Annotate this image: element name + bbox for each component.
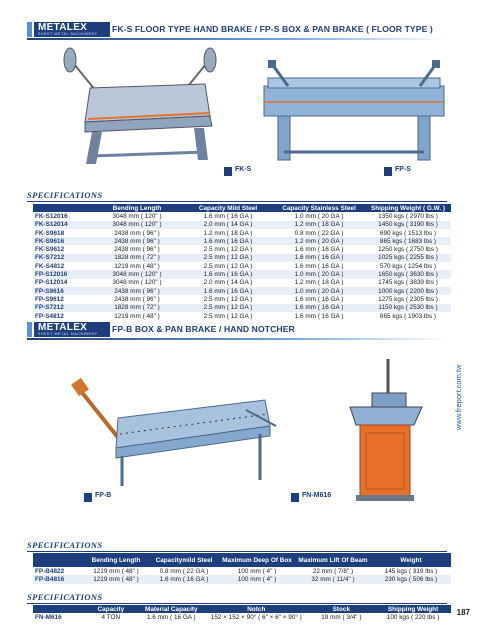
value-cell: 1219 mm ( 48" ) (83, 567, 149, 575)
model-cell: FP-S4812 (33, 312, 91, 320)
value-cell: 100 mm ( 4" ) (219, 575, 295, 583)
logo-stripe (27, 22, 32, 37)
table-row (33, 567, 451, 575)
model-cell: FP-B4822 (33, 567, 83, 575)
value-cell: 100 kgs ( 220 lbs ) (375, 613, 451, 621)
model-cell: FK-S9616 (33, 237, 91, 245)
value-cell: 690 kgs ( 1513 lbs ) (365, 229, 451, 237)
model-cell: FK-S4812 (33, 262, 91, 270)
value-cell: 1.6 mm ( 16 GA ) (183, 237, 273, 245)
value-cell: 100 mm ( 4" ) (219, 567, 295, 575)
value-cell: 2438 mm ( 96" ) (91, 245, 183, 253)
header-rule (27, 338, 447, 340)
model-cell: FP-S9612 (33, 295, 91, 303)
table-row (33, 212, 451, 220)
value-cell: 1000 kgs ( 2200 lbs ) (365, 287, 451, 295)
value-cell: 570 kgs ( 1254 lbs ) (365, 262, 451, 270)
col-material-capacity: Material Capacity (137, 605, 205, 613)
table-row (33, 279, 451, 287)
value-cell: 865 kgs ( 1903 lbs ) (365, 312, 451, 320)
value-cell: 3048 mm ( 120" ) (91, 221, 183, 229)
col-capacity-mild: Capacitymild Steel (149, 553, 219, 567)
table-row (33, 575, 451, 583)
model-cell: FK-S12016 (33, 212, 91, 220)
spec-table-1 (33, 204, 451, 320)
table-row (33, 295, 451, 303)
value-cell: 2438 mm ( 96" ) (91, 295, 183, 303)
value-cell: 1.0 mm ( 20 GA ) (273, 270, 365, 278)
spec-heading-3: SPECIFICATIONS (27, 592, 103, 602)
spec-rule-1 (27, 201, 447, 202)
value-cell: 1828 mm ( 72" ) (91, 304, 183, 312)
value-cell: 1219 mm ( 48" ) (83, 575, 149, 583)
value-cell: 2.5 mm ( 12 GA ) (183, 312, 273, 320)
table-row (33, 221, 451, 229)
model-cell: FN-M616 (33, 613, 84, 621)
model-cell: FK-S7212 (33, 254, 91, 262)
value-cell: 1219 mm ( 48" ) (91, 312, 183, 320)
model-cell: FP-S12016 (33, 270, 91, 278)
label-fp-b: FP-B (84, 492, 111, 503)
value-cell: 2.5 mm ( 12 GA ) (183, 295, 273, 303)
logo-stripe (27, 322, 32, 337)
page-number: 187 (456, 608, 470, 617)
metalex-logo: METALEX SHEET METAL MACHINERY (34, 322, 110, 337)
value-cell: 1.6 mm ( 16 GA ) (183, 287, 273, 295)
side-url: www.freport.com.tw (454, 364, 463, 430)
spec-rule-2 (27, 551, 447, 552)
table-row (33, 254, 451, 262)
value-cell: 1.6 mm ( 16 GA ) (137, 613, 205, 621)
spec-rule-3 (27, 603, 447, 604)
col-model (33, 553, 83, 567)
table-row (33, 312, 451, 320)
fp-s-machine-image (258, 56, 458, 166)
value-cell: 1025 kgs ( 2255 lbs ) (365, 254, 451, 262)
value-cell: 1.6 mm ( 16 GA ) (273, 254, 365, 262)
col-shipping-weight: Shipping Weight ( G.W. ) (365, 204, 451, 212)
model-cell: FP-S7212 (33, 304, 91, 312)
value-cell: 865 kgs ( 1683 lbs ) (365, 237, 451, 245)
col-stock: Stock (308, 605, 376, 613)
value-cell: 1.6 mm ( 16 GA ) (273, 262, 365, 270)
table-header-row (33, 204, 451, 212)
value-cell: 4 TON (84, 613, 137, 621)
table-row (33, 270, 451, 278)
value-cell: 1650 kgs ( 3630 lbs ) (365, 270, 451, 278)
model-cell: FP-S9616 (33, 287, 91, 295)
col-model (33, 204, 91, 212)
header-rule (27, 38, 447, 40)
fp-b-machine-image (70, 370, 280, 490)
value-cell: 1.0 mm ( 20 GA ) (273, 287, 365, 295)
value-cell: 22 mm ( 7/8" ) (295, 567, 371, 575)
value-cell: 1.6 mm ( 16 GA ) (273, 245, 365, 253)
model-cell: FK-S9612 (33, 245, 91, 253)
col-max-deep-box: Maximum Deep Of Box (219, 553, 295, 567)
value-cell: 19 mm ( 3/4" ) (308, 613, 376, 621)
col-max-lift-beam: Maximum Lift Of Beam (295, 553, 371, 567)
value-cell: 0.8 mm ( 22 GA ) (273, 229, 365, 237)
col-notch: Notch (205, 605, 307, 613)
value-cell: 2.5 mm ( 12 GA ) (183, 262, 273, 270)
value-cell: 1.6 mm ( 16 GA ) (183, 270, 273, 278)
table-row (33, 262, 451, 270)
value-cell: 1250 kgs ( 2750 lbs ) (365, 245, 451, 253)
spec-table-3 (33, 605, 451, 622)
metalex-logo: METALEX SHEET METAL MACHINERY (34, 22, 110, 37)
value-cell: 3048 mm ( 120" ) (91, 212, 183, 220)
fn-m616-notcher-image (326, 355, 436, 505)
model-cell: FP-B4816 (33, 575, 83, 583)
col-shipping-weight: Shipping Weight (375, 605, 451, 613)
value-cell: 2.0 mm ( 14 GA ) (183, 221, 273, 229)
col-capacity: Capacity (84, 605, 137, 613)
value-cell: 2.5 mm ( 12 GA ) (183, 254, 273, 262)
col-capacity-mild: Capacity Mild Steel (183, 204, 273, 212)
value-cell: 3048 mm ( 120" ) (91, 279, 183, 287)
value-cell: 152 × 152 × 90° ( 6" × 6" × 90° ) (205, 613, 307, 621)
table-row (33, 287, 451, 295)
value-cell: 2.0 mm ( 14 GA ) (183, 279, 273, 287)
value-cell: 32 mm ( 11/4" ) (295, 575, 371, 583)
col-bending-length: Bending Length (91, 204, 183, 212)
table-header-row (33, 553, 451, 567)
value-cell: 1450 kgs ( 3190 lbs ) (365, 221, 451, 229)
section1-title: FK-S FLOOR TYPE HAND BRAKE / FP-S BOX & PAN BRAKE ( FLOOR TYPE ) (112, 24, 433, 34)
value-cell: 1219 mm ( 48" ) (91, 262, 183, 270)
table-row (33, 304, 451, 312)
model-cell: FK-S9618 (33, 229, 91, 237)
spec-heading-1: SPECIFICATIONS (27, 190, 103, 200)
value-cell: 1.0 mm ( 20 GA ) (273, 212, 365, 220)
value-cell: 1.6 mm ( 16 GA ) (183, 212, 273, 220)
col-capacity-stainless: Capacity Stainless Steel (273, 204, 365, 212)
value-cell: 1275 kgs ( 2305 lbs ) (365, 295, 451, 303)
value-cell: 1.2 mm ( 18 GA ) (183, 229, 273, 237)
value-cell: 1150 kgs ( 2530 lbs ) (365, 304, 451, 312)
fk-s-machine-image (30, 46, 250, 166)
label-fn-m616: FN-M616 (291, 492, 331, 503)
value-cell: 1.2 mm ( 20 GA ) (273, 237, 365, 245)
value-cell: 1.6 mm ( 16 GA ) (273, 304, 365, 312)
value-cell: 1.2 mm ( 18 GA ) (273, 279, 365, 287)
value-cell: 2438 mm ( 96" ) (91, 229, 183, 237)
value-cell: 3048 mm ( 120" ) (91, 270, 183, 278)
table-header-row (33, 605, 451, 613)
col-weight: Weight (371, 553, 451, 567)
col-model (33, 605, 84, 613)
value-cell: 1.2 mm ( 18 GA ) (273, 221, 365, 229)
table-row (33, 229, 451, 237)
value-cell: 145 kgs ( 319 lbs ) (371, 567, 451, 575)
label-fp-s: FP-S (384, 166, 411, 177)
value-cell: 2438 mm ( 96" ) (91, 237, 183, 245)
value-cell: 0.8 mm ( 22 GA ) (149, 567, 219, 575)
label-fk-s: FK-S (224, 166, 251, 177)
value-cell: 2438 mm ( 96" ) (91, 287, 183, 295)
model-cell: FP-S12014 (33, 279, 91, 287)
value-cell: 1.6 mm ( 16 GA ) (273, 295, 365, 303)
value-cell: 1350 kgs ( 2970 lbs ) (365, 212, 451, 220)
section2-title: FP-B BOX & PAN BRAKE / HAND NOTCHER (112, 324, 295, 334)
value-cell: 1.6 mm ( 16 GA ) (273, 312, 365, 320)
spec-heading-2: SPECIFICATIONS (27, 540, 103, 550)
table-row (33, 613, 451, 621)
value-cell: 230 kgs ( 506 lbs ) (371, 575, 451, 583)
table-row (33, 237, 451, 245)
model-cell: FK-S12014 (33, 221, 91, 229)
col-bending-length: Bending Length (83, 553, 149, 567)
value-cell: 2.5 mm ( 12 GA ) (183, 304, 273, 312)
spec-table-2 (33, 553, 451, 584)
value-cell: 2.5 mm ( 12 GA ) (183, 245, 273, 253)
value-cell: 1745 kgs ( 3839 lbs ) (365, 279, 451, 287)
value-cell: 1.6 mm ( 16 GA ) (149, 575, 219, 583)
value-cell: 1828 mm ( 72" ) (91, 254, 183, 262)
table-row (33, 245, 451, 253)
